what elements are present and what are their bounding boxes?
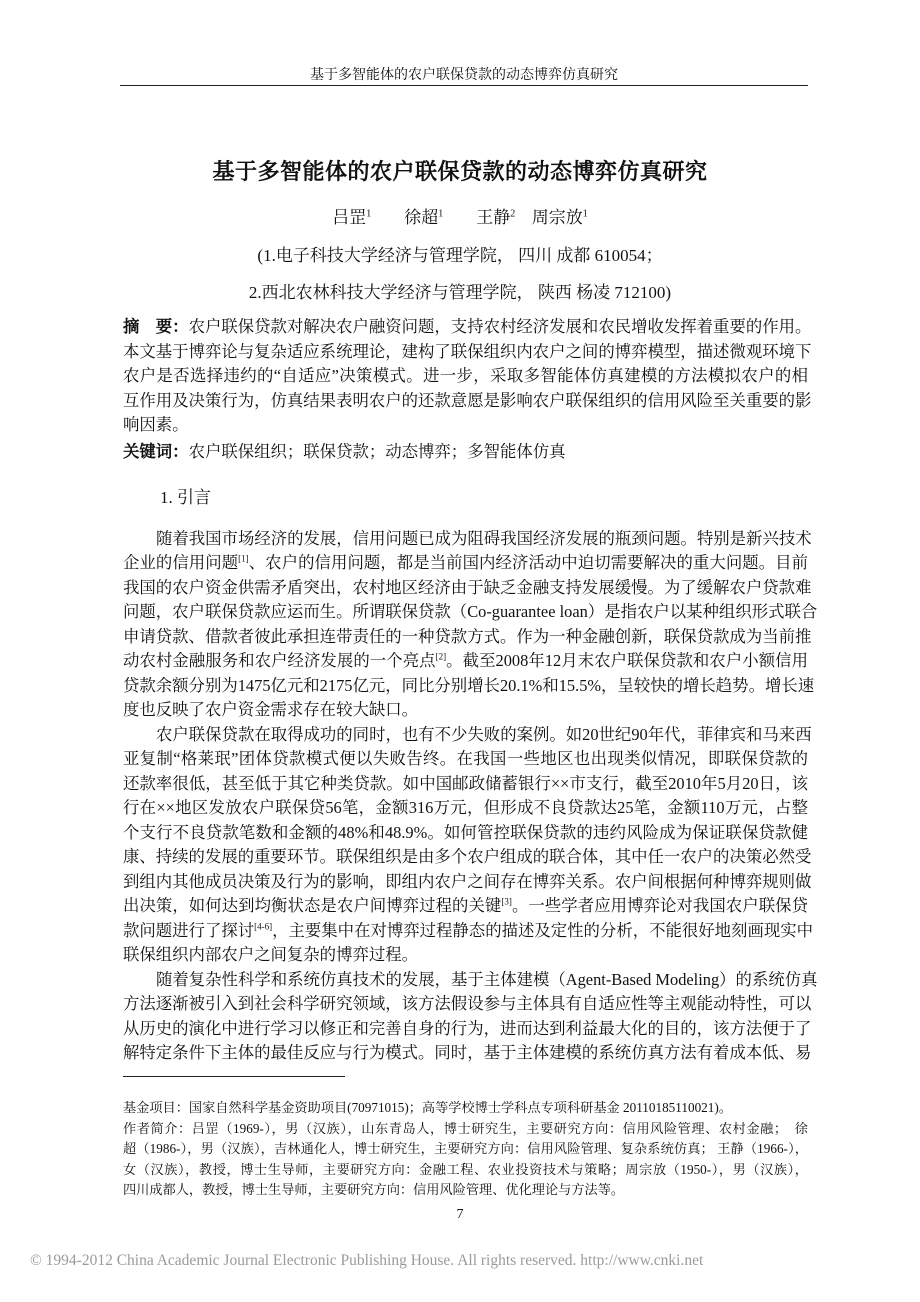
abstract-line: [123, 365, 808, 387]
abstract-text: 农户是否选择违约的“自适应”决策模式。进一步，采取多智能体仿真建模的方法模拟农户的相: [123, 366, 808, 386]
body-line: [123, 626, 812, 648]
author-affiliation-mark: 1: [438, 208, 444, 220]
body-line: [123, 822, 808, 844]
body-text: 随着我国市场经济的发展，信用问题已成为阻碍我国经济发展的瓶颈问题。特别是新兴技术: [156, 529, 812, 548]
body-line: [123, 846, 812, 868]
body-line: [123, 675, 815, 697]
author-affiliation-mark: 1: [366, 208, 372, 220]
abstract-text: 农户联保贷款对解决农户融资问题，支持农村经济发展和农民增收发挥着重要的作用。: [188, 317, 812, 336]
header-rule: [120, 85, 808, 86]
keywords-label: 关键词：: [123, 442, 189, 461]
copyright-notice: © 1994-2012 China Academic Journal Electronic Publishing House. All rights reserved. http://www.cnki.net: [30, 1252, 704, 1269]
abstract-text: 互作用及决策行为，仿真结果表明农户的还款意愿是影响农户联保组织的信用风险至关重要的影: [123, 390, 812, 410]
body-text: 康、持续的发展的重要环节。联保组织是由多个农户组成的联合体，其中任一农户的决策必然受: [123, 847, 812, 867]
abstract-text: 本文基于博弈论与复杂适应系统理论，建构了联保组织内农户之间的博弈模型，描述微观环境下: [123, 341, 812, 361]
body-line: [123, 528, 812, 550]
body-text: 企业的信用问题: [123, 553, 239, 573]
footnote-line: 女（汉族），教授，博士生导师，主要研究方向：金融工程、农业投资技术与策略；周宗放（1950-），男（汉族），: [123, 1161, 808, 1177]
body-text: 到组内其他成员决策及行为的影响，即组内农户之间存在博弈关系。农户间根据何种博弈规则做: [123, 871, 812, 891]
body-line: [123, 650, 808, 672]
body-text: 随着复杂性科学和系统仿真技术的发展，基于主体建模（Agent-Based Modeling）的系统仿真: [156, 969, 818, 989]
page-number: 7: [456, 1207, 464, 1222]
body-line: [123, 773, 808, 795]
author: 徐超: [404, 208, 439, 227]
paper-title: 基于多智能体的农户联保贷款的动态博弈仿真研究: [212, 159, 708, 184]
author: 周宗放: [531, 208, 583, 227]
keywords-line: [123, 441, 808, 463]
body-line: [123, 1018, 812, 1040]
abstract-line: [123, 341, 812, 363]
author: 王静: [476, 208, 511, 227]
body-text: 度也反映了农户资金需求存在较大缺口。: [123, 700, 419, 720]
running-header: 基于多智能体的农户联保贷款的动态博弈仿真研究: [310, 68, 618, 83]
body-line: [123, 577, 812, 599]
body-line: [123, 969, 818, 991]
body-line: [123, 993, 812, 1015]
footnote-line: 四川成都人，教授，博士生导师，主要研究方向：信用风险管理、优化理论与方法等。: [123, 1182, 625, 1198]
body-text: 个支行不良贷款笔数和金额的48%和48.9%。如何管控联保贷款的违约风险成为保证联保贷款健: [123, 822, 808, 842]
body-text: 解特定条件下主体的最佳反应与行为模式。同时，基于主体建模的系统仿真方法有着成本低、易: [123, 1043, 812, 1063]
body-line: [123, 748, 808, 770]
affiliation: (1.电子科技大学经济与管理学院， 四川 成都 610054；: [257, 246, 663, 265]
body-text: 联保组织内部农户之间复杂的博弈过程。: [123, 945, 419, 965]
body-text: 亚复制“格莱珉”团体贷款模式便以失败告终。在我国一些地区也出现类似情况，即联保贷款的: [123, 749, 808, 769]
body-text: 出决策，如何达到均衡状态是农户间博弈过程的关键: [123, 896, 502, 916]
section-heading: 1. 引言: [160, 488, 211, 507]
body-text: 款问题进行了探讨: [123, 920, 255, 940]
body-text: ，主要集中在对博弈过程静态的描述及定性的分析，不能很好地刻画现实中: [272, 920, 814, 940]
affiliation: 2.西北农林科技大学经济与管理学院， 陕西 杨凌 712100): [248, 283, 672, 302]
abstract-line: [123, 414, 808, 436]
body-text: 动农村金融服务和农户经济发展的一个亮点: [123, 651, 436, 671]
body-text: 还款率很低，甚至低于其它种类贷款。如中国邮政储蓄银行××市支行，截至2010年5月20日，该: [123, 773, 808, 793]
body-text: 从历史的演化中进行学习以修正和完善自身的行为，进而达到利益最大化的目的，该方法便于了: [123, 1018, 812, 1038]
body-text: 申请贷款、借款者彼此承担连带责任的一种贷款方式。作为一种金融创新，联保贷款成为当前推: [123, 626, 812, 646]
body-text: 。一些学者应用博弈论对我国农户联保贷: [511, 896, 809, 916]
body-line: [123, 871, 812, 893]
citation-ref: [3]: [501, 896, 512, 907]
body-text: 方法逐渐被引入到社会科学研究领域，该方法假设参与主体具有自适应性等主观能动特性，可以: [123, 994, 812, 1014]
abstract-line: [123, 390, 812, 412]
body-text: 行在××地区发放农户联保贷56笔，金额316万元，但形成不良贷款达25笔，金额110万元，占整: [123, 798, 808, 818]
body-line: [123, 699, 808, 721]
citation-ref: [4-6]: [254, 921, 273, 932]
body-line: [123, 797, 808, 819]
body-text: 、农户的信用问题，都是当前国内经济活动中迫切需要解决的重大问题。目前: [248, 553, 809, 573]
body-text: 我国的农户资金供需矛盾突出，农村地区经济由于缺乏金融支持发展缓慢。为了缓解农户贷款难: [123, 577, 812, 597]
footnote-line: 作者简介：吕罡（1969-），男（汉族），山东青岛人，博士研究生，主要研究方向：信用风险管理、农村金融； 徐: [123, 1120, 808, 1136]
body-text: 贷款余额分别为1475亿元和2175亿元，同比分别增长20.1%和15.5%，呈较快的增长趋势。增长速: [123, 675, 815, 695]
body-text: 问题，农户联保贷款应运而生。所谓联保贷款（Co-guarantee loan）是指农户以某种组织形式联合: [123, 602, 818, 622]
abstract-line: [123, 316, 812, 338]
abstract-text: 响因素。: [123, 415, 189, 435]
body-text: 农户联保贷款在取得成功的同时，也有不少失败的案例。如20世纪90年代，菲律宾和马来西: [156, 724, 812, 744]
body-line: [123, 601, 818, 623]
keywords-text: 农户联保组织；联保贷款；动态博弈；多智能体仿真: [188, 442, 566, 461]
citation-ref: [1]: [238, 554, 249, 564]
body-text: 。截至2008年12月末农户联保贷款和农户小额信用: [446, 651, 809, 671]
body-line: [123, 895, 808, 917]
author-affiliation-mark: 2: [510, 208, 516, 220]
body-line: [123, 944, 808, 966]
footnote-line: 基金项目：国家自然科学基金资助项目(70971015)；高等学校博士学科点专项科研基金 20110185110021)。: [123, 1100, 732, 1115]
author: 吕罡: [332, 208, 367, 227]
footnote-rule: [123, 1076, 345, 1077]
body-line: [123, 920, 814, 942]
body-line: [123, 724, 812, 746]
body-line: [123, 1042, 812, 1064]
author-list: [0, 203, 920, 228]
footnote-line: 超（1986-），男（汉族），吉林通化人，博士研究生，主要研究方向：信用风险管理、复杂系统仿真； 王静（1966-），: [123, 1141, 808, 1157]
citation-ref: [2]: [435, 651, 447, 662]
body-line: [123, 552, 808, 574]
author-affiliation-mark: 1: [582, 208, 588, 220]
abstract-label: 摘 要：: [123, 317, 189, 336]
